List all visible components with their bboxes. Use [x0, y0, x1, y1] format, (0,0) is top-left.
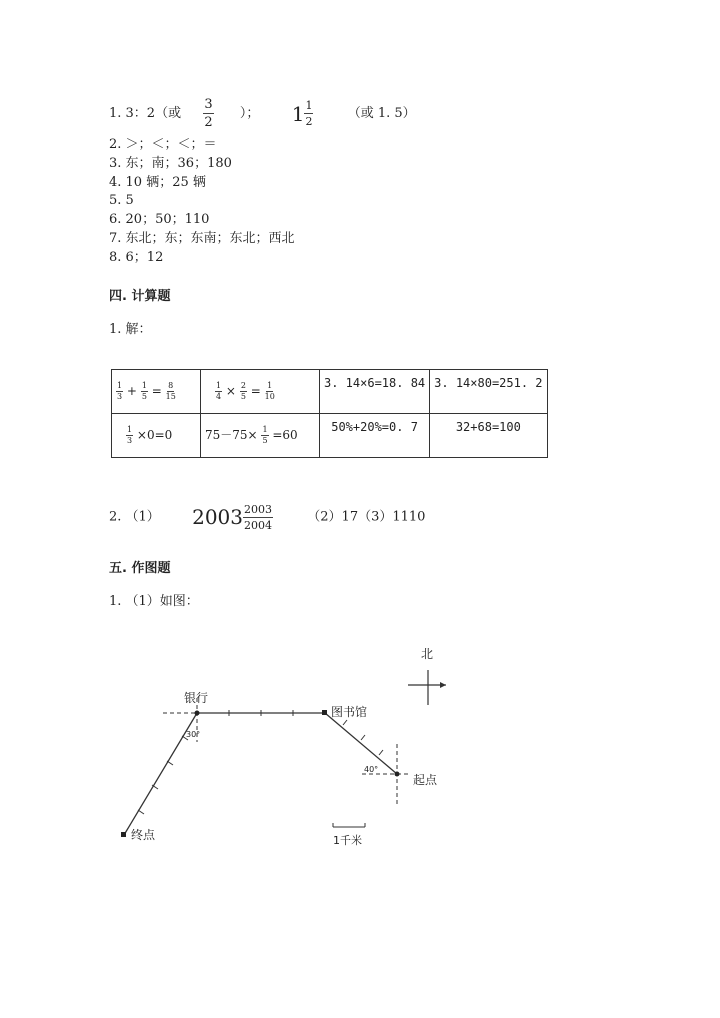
route-map	[0, 630, 720, 890]
mixed-denominator: 2	[305, 115, 313, 128]
answer-1-mid: ）；	[239, 106, 260, 121]
fraction-numerator: 2	[240, 381, 246, 390]
table-cell: 3. 14×80=251. 2	[430, 370, 547, 414]
answer-3: 3. 东；南；36；180	[109, 156, 232, 171]
answer-7: 7. 东北；东；东南；东北；西北	[109, 231, 295, 246]
q2-suffix: （2）17（3）1110	[307, 509, 426, 525]
q2-mixed-number	[192, 502, 273, 532]
fraction-denominator: 2	[204, 115, 213, 130]
answer-1	[109, 98, 416, 129]
end-label: 终点	[131, 828, 156, 842]
scale-bar	[333, 823, 365, 847]
table-cell	[112, 414, 201, 458]
table-cell	[201, 414, 320, 458]
fraction-denominator: 5	[141, 392, 147, 401]
fraction-denominator: 5	[240, 392, 246, 401]
expression-prefix: 75－75×	[205, 428, 258, 442]
expression-rest: ×0=0	[136, 428, 173, 442]
fraction-numerator: 3	[204, 97, 213, 112]
fraction-numerator: 8	[168, 381, 174, 390]
fraction-numerator: 1	[141, 381, 147, 390]
route-start-to-library	[325, 713, 397, 774]
q2-prefix: 2. （1）	[109, 509, 160, 525]
answer-8: 8. 6；12	[109, 250, 164, 265]
equals-sign: =	[151, 384, 162, 398]
end-point	[121, 832, 126, 837]
section-4-q1-label: 1. 解：	[109, 322, 152, 337]
library-label: 图书馆	[331, 705, 368, 719]
fraction-denominator: 4	[216, 392, 222, 401]
expression-rest: =60	[272, 428, 298, 442]
table-cell	[201, 370, 320, 414]
library-point	[322, 710, 327, 715]
answer-1-prefix: 1. 3：2（或	[109, 106, 182, 121]
fraction-numerator: 1	[267, 381, 273, 390]
fraction-numerator: 1	[262, 425, 268, 434]
equals-sign: =	[250, 384, 261, 398]
start-label: 起点	[413, 773, 438, 787]
fraction-denominator: 5	[262, 436, 268, 445]
table-row	[112, 414, 548, 458]
table-cell: 3. 14×6=18. 84	[320, 370, 430, 414]
start-point	[395, 772, 400, 777]
fraction-denominator: 3	[127, 436, 133, 445]
answer-6: 6. 20；50；110	[109, 212, 210, 227]
scale-label: 1千米	[333, 834, 362, 847]
table-cell	[112, 370, 201, 414]
bank-angle-label: 30°	[186, 730, 201, 739]
north-compass	[408, 647, 446, 705]
calculation-table	[111, 369, 548, 458]
mixed-whole: 1	[291, 101, 305, 126]
answer-2: 2. ＞；＜；＜；＝	[109, 137, 217, 152]
answer-4: 4. 10 辆；25 辆	[109, 175, 206, 190]
answer-1-fraction	[203, 98, 213, 129]
bank-point	[195, 711, 200, 716]
fraction-denominator: 3	[117, 392, 123, 401]
answer-5: 5. 5	[109, 193, 134, 208]
table-cell: 50%+20%=0. 7	[320, 414, 430, 458]
route-ticks	[138, 710, 383, 814]
north-label: 北	[421, 647, 434, 661]
mixed-denominator: 2004	[244, 518, 272, 532]
fraction-numerator: 1	[216, 381, 222, 390]
section-4-q2	[109, 502, 425, 532]
table-row	[112, 370, 548, 414]
fraction-denominator: 15	[165, 392, 176, 401]
operator: +	[126, 384, 137, 398]
mixed-whole: 2003	[192, 505, 243, 529]
section-5-title: 五. 作图题	[109, 561, 171, 576]
mixed-numerator: 2003	[244, 502, 272, 516]
section-4-title: 四. 计算题	[109, 289, 171, 304]
answer-1-mixed-number	[292, 100, 314, 127]
operator: ×	[225, 384, 236, 398]
fraction-numerator: 1	[127, 425, 133, 434]
answer-1-suffix: （或 1. 5）	[347, 106, 416, 121]
fraction-numerator: 1	[117, 381, 123, 390]
start-angle-label: 40°	[364, 765, 379, 774]
table-cell: 32+68=100	[430, 414, 547, 458]
bank-label: 银行	[184, 691, 209, 705]
fraction-denominator: 10	[264, 392, 275, 401]
mixed-numerator: 1	[305, 99, 313, 112]
section-5-q1-label: 1. （1）如图：	[109, 594, 199, 609]
